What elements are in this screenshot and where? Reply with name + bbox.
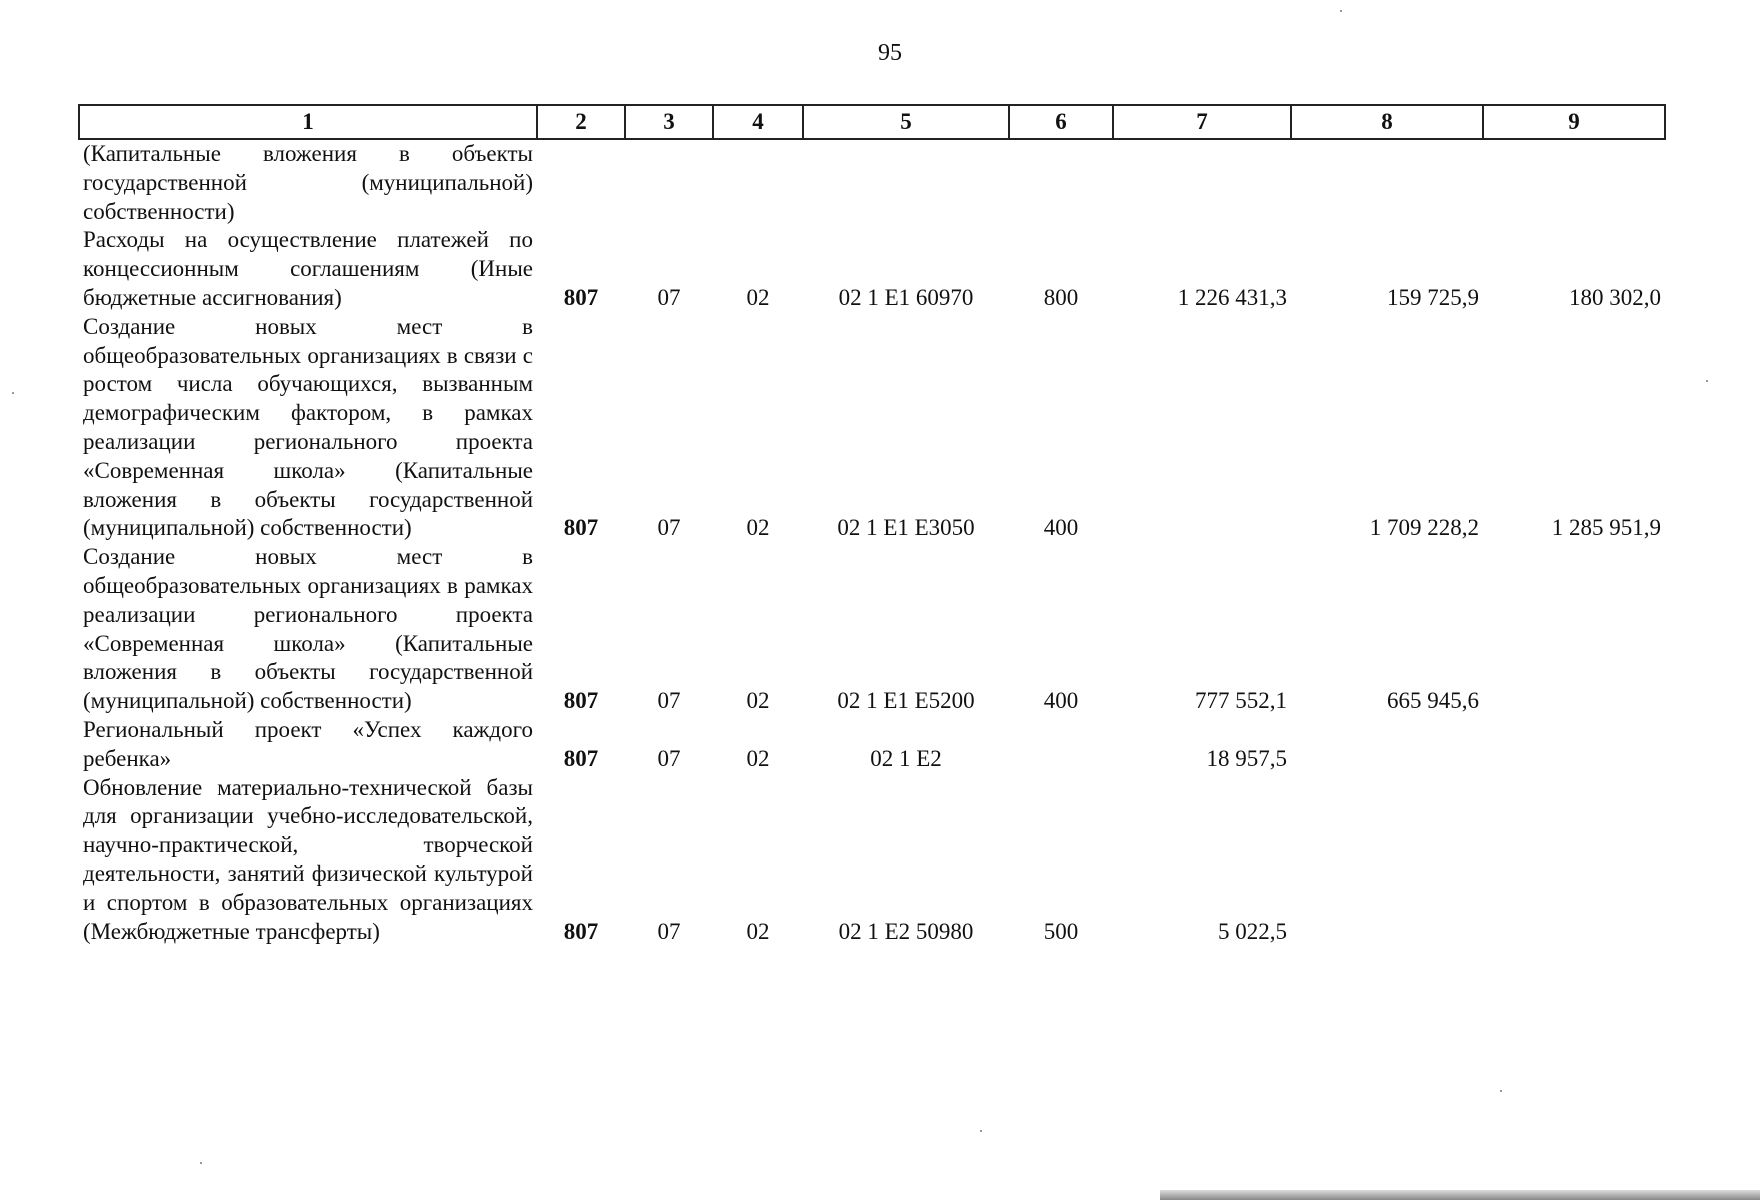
table-row: [79, 543, 1665, 716]
column-header: 1: [79, 105, 537, 139]
row-description: Создание новых мест в общеобразовательных организациях в связи с ростом числа обучающихся, вызванным демографическим фактором, в рамках реализации регионального проекта «Современная школа» (Капитальные вложения в объекты государственной (муниципальной) собственности): [83, 313, 533, 541]
column-header: 2: [537, 105, 625, 139]
column-header: 4: [713, 105, 803, 139]
cell-target-item: 02 1 E1 60970: [838, 284, 974, 310]
cell-amount-col8: 159 725,9: [1387, 284, 1479, 310]
cell-target-item: 02 1 E1 E3050: [837, 515, 975, 541]
column-header: 3: [625, 105, 713, 139]
table-row: [79, 774, 1665, 947]
column-header: 8: [1291, 105, 1483, 139]
cell-administrator-code: 807: [563, 284, 599, 310]
cell-target-item: [803, 139, 1009, 226]
cell-subsection: 02: [746, 515, 770, 541]
cell-subsection: 02: [746, 688, 770, 714]
cell-amount-col7: [1113, 313, 1291, 543]
scan-dust: [200, 1162, 202, 1164]
cell-expense-type: 400: [1043, 515, 1079, 541]
cell-target-item: 02 1 E2: [870, 745, 942, 771]
cell-amount-col9: [1483, 543, 1665, 716]
cell-subsection: 02: [746, 918, 770, 944]
cell-amount-col9: 180 302,0: [1569, 284, 1661, 310]
scan-dust: [980, 1130, 982, 1132]
cell-amount-col9: [1483, 716, 1665, 774]
table-row: [79, 139, 1665, 226]
cell-expense-type: [1009, 139, 1113, 226]
cell-administrator-code: 807: [563, 688, 599, 714]
cell-administrator-code: 807: [563, 515, 599, 541]
cell-target-item: 02 1 E1 E5200: [837, 688, 975, 714]
table-row: [79, 226, 1665, 312]
table-row: [79, 313, 1665, 543]
scan-dust: [1340, 10, 1342, 12]
cell-administrator-code: [537, 139, 625, 226]
cell-subsection: 02: [746, 284, 770, 310]
cell-amount-col7: 5 022,5: [1218, 918, 1287, 944]
scan-dust: [1706, 380, 1708, 382]
cell-expense-type: 400: [1043, 688, 1079, 714]
cell-amount-col9: 1 285 951,9: [1551, 515, 1661, 541]
row-description: Создание новых мест в общеобразовательных организациях в рамках реализации регионального проекта «Современная школа» (Капитальные вложения в объекты государственной (муниципальной) собственности): [83, 544, 533, 714]
cell-subsection: [713, 139, 803, 226]
cell-expense-type: 800: [1043, 284, 1079, 310]
cell-section: 07: [657, 745, 681, 771]
cell-section: 07: [657, 688, 681, 714]
row-description: (Капитальные вложения в объекты государственной (муниципальной) собственности): [83, 141, 533, 224]
cell-amount-col8: 665 945,6: [1387, 688, 1479, 714]
cell-expense-type: 500: [1043, 918, 1079, 944]
cell-amount-col8: [1291, 139, 1483, 226]
cell-section: 07: [657, 515, 681, 541]
cell-section: [625, 139, 713, 226]
scan-dust: [12, 392, 14, 394]
table-row: [79, 716, 1665, 774]
budget-table: [78, 104, 1666, 946]
cell-administrator-code: 807: [563, 918, 599, 944]
cell-target-item: 02 1 E2 50980: [838, 918, 974, 944]
column-number-header-row: [79, 105, 1665, 139]
column-header: 5: [803, 105, 1009, 139]
cell-subsection: 02: [746, 745, 770, 771]
cell-section: 07: [657, 284, 681, 310]
cell-amount-col7: 777 552,1: [1195, 688, 1287, 714]
cell-section: 07: [657, 918, 681, 944]
cell-amount-col8: [1291, 716, 1483, 774]
cell-amount-col7: 1 226 431,3: [1177, 284, 1287, 310]
column-header: 9: [1483, 105, 1665, 139]
page-number: 95: [878, 40, 902, 66]
row-description: Расходы на осуществление платежей по концессионным соглашениям (Иные бюджетные ассигнования): [83, 227, 533, 310]
column-header: 7: [1113, 105, 1291, 139]
row-description: Региональный проект «Успех каждого ребенка»: [83, 716, 533, 771]
cell-amount-col7: 18 957,5: [1206, 745, 1287, 771]
row-description: Обновление материально-технической базы для организации учебно-исследовательской, научно-практической, творческой деятельности, занятий физической культурой и спортом в образовательных организациях (Межбюджетные трансферты): [83, 774, 533, 944]
scan-dust: [1500, 1090, 1502, 1092]
cell-amount-col8: 1 709 228,2: [1369, 515, 1479, 541]
cell-expense-type: [1009, 716, 1113, 774]
scan-edge-shadow: [1160, 1190, 1760, 1200]
cell-amount-col9: [1483, 774, 1665, 947]
column-header: 6: [1009, 105, 1113, 139]
cell-amount-col9: [1483, 139, 1665, 226]
cell-amount-col7: [1113, 139, 1291, 226]
cell-administrator-code: 807: [563, 745, 599, 771]
cell-amount-col8: [1291, 774, 1483, 947]
